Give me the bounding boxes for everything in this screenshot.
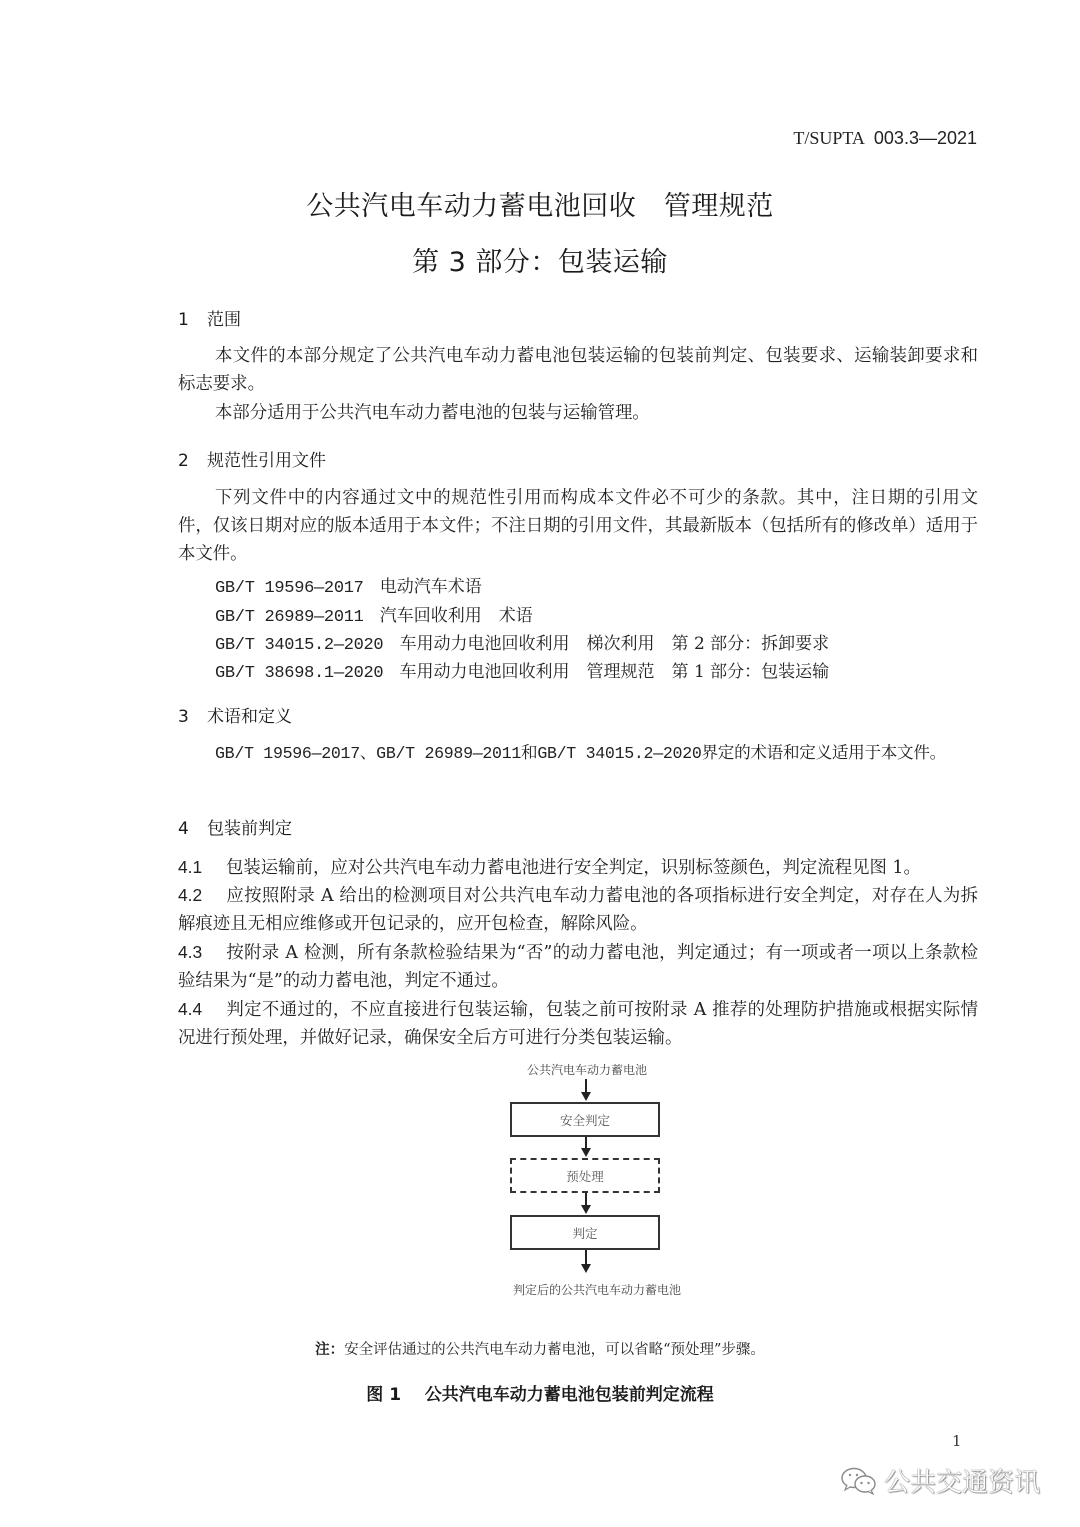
watermark-text: 公共交通资讯 [884, 1468, 1041, 1498]
watermark [840, 1462, 1040, 1499]
flow-arrow [585, 1250, 587, 1265]
reference-item [215, 572, 482, 598]
reference-title: 电动汽车术语 [379, 577, 482, 597]
reference-title: 车用动力电池回收利用 梯次利用 第 2 部分：拆卸要求 [399, 634, 830, 654]
figure-number: 图 1 [366, 1385, 402, 1405]
reference-title: 汽车回收利用 术语 [379, 606, 533, 626]
clause-text: 包装运输前，应对公共汽电车动力蓄电池进行安全判定，识别标签颜色，判定流程见图 1。 [226, 858, 921, 878]
section-title: 范围 [207, 310, 241, 330]
clause-text: 应按照附录 A 给出的检测项目对公共汽电车动力蓄电池的各项指标进行安全判定，对存在人为拆解痕迹且无相应维修或开包记录的，应开包检查，解除风险。 [178, 886, 978, 934]
note-text: 安全评估通过的公共汽电车动力蓄电池，可以省略“预处理”步骤。 [344, 1342, 765, 1358]
section-number: 2 [178, 451, 189, 471]
reference-item [215, 629, 829, 655]
section-title: 包装前判定 [207, 819, 292, 839]
section-number: 3 [178, 707, 189, 727]
clause-text: 按附录 A 检测，所有条款检验结果为“否”的动力蓄电池，判定通过；有一项或者一项以上条款检验结果为“是”的动力蓄电池，判定不通过。 [178, 943, 978, 991]
reference-item [215, 601, 533, 627]
reference-code: GB/T 34015.2—2020 [215, 636, 384, 655]
flow-start-label: 公共汽电车动力蓄电池 [527, 1063, 648, 1077]
section-heading-3 [178, 702, 292, 727]
note-label: 注： [315, 1342, 345, 1358]
flow-step-safety-check [510, 1102, 660, 1137]
clause-text: 判定不通过的，不应直接进行包装运输，包装之前可按附录 A 推荐的处理防护措施或根据实际情况进行预处理，并做好记录，确保安全后方可进行分类包装运输。 [178, 1000, 978, 1048]
arrow-down-icon [581, 1148, 591, 1157]
standard-number: 003.3—2021 [873, 128, 977, 148]
standard-prefix: T/SUPTA [793, 128, 865, 148]
flow-arrow [585, 1079, 587, 1093]
flow-step-pretreatment [510, 1158, 660, 1193]
section-title: 规范性引用文件 [207, 451, 326, 471]
reference-title: 车用动力电池回收利用 管理规范 第 1 部分：包装运输 [399, 662, 830, 682]
reference-item [215, 657, 829, 683]
paragraph: GB/T 19596—2017、GB/T 26989—2011和GB/T 34015.2—2020界定的术语和定义适用于本文件。 [215, 744, 946, 763]
figure-note [0, 1338, 1080, 1359]
flow-step-label: 安全判定 [559, 1112, 610, 1128]
flow-step-label: 判定 [572, 1225, 598, 1241]
flow-end-label: 判定后的公共汽电车动力蓄电池 [513, 1283, 682, 1297]
section-heading-1 [178, 305, 241, 330]
flow-step-judgement [510, 1215, 660, 1250]
standard-code [793, 128, 977, 149]
section-heading-4 [178, 814, 292, 839]
arrow-down-icon [581, 1264, 591, 1273]
arrow-down-icon [581, 1205, 591, 1214]
clause [178, 853, 978, 882]
paragraph: 下列文件中的内容通过文中的规范性引用而构成本文件必不可少的条款。其中，注日期的引用文件，仅该日期对应的版本适用于本文件；不注日期的引用文件，其最新版本（包括所有的修改单）适用于本文件。 [178, 488, 978, 564]
paragraph: 本部分适用于公共汽电车动力蓄电池的包装与运输管理。 [215, 403, 650, 423]
clause-number: 4.1 [178, 857, 203, 877]
page-number: 1 [952, 1432, 962, 1450]
document-subtitle: 第 3 部分：包装运输 [412, 247, 668, 278]
wechat-icon [840, 1466, 878, 1496]
section-number: 1 [178, 310, 189, 330]
clause-number: 4.2 [178, 885, 203, 905]
clause-number: 4.3 [178, 942, 203, 962]
clause-number: 4.4 [178, 999, 203, 1019]
reference-code: GB/T 19596—2017 [215, 579, 364, 598]
flow-step-label: 预处理 [566, 1168, 604, 1184]
clause [178, 995, 978, 1052]
clause [178, 938, 978, 995]
reference-code: GB/T 26989—2011 [215, 608, 364, 627]
document-title: 公共汽电车动力蓄电池回收 管理规范 [306, 191, 774, 222]
reference-code: GB/T 38698.1—2020 [215, 664, 384, 683]
figure-title: 公共汽电车动力蓄电池包装前判定流程 [424, 1385, 714, 1405]
figure-caption [0, 1380, 1080, 1405]
section-number: 4 [178, 819, 189, 839]
section-title: 术语和定义 [207, 707, 292, 727]
clause [178, 881, 978, 938]
section-heading-2 [178, 446, 326, 471]
paragraph: 本文件的本部分规定了公共汽电车动力蓄电池包装运输的包装前判定、包装要求、运输装卸要求和标志要求。 [178, 346, 978, 394]
arrow-down-icon [581, 1092, 591, 1101]
